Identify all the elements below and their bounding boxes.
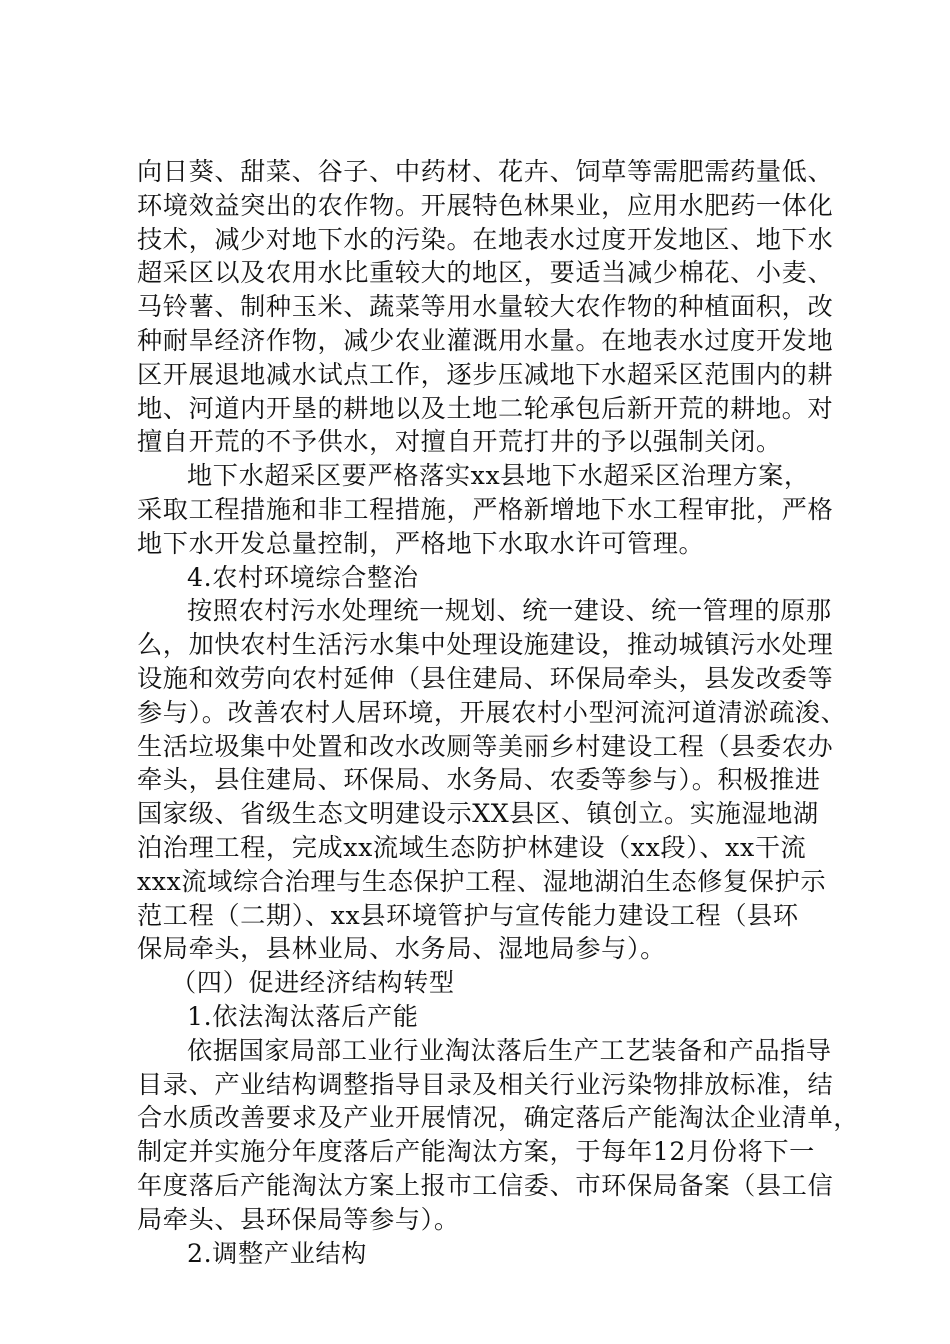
text-line: 地下水开发总量控制，严格地下水取水许可管理。 [137,528,705,558]
text-line: 采取工程措施和非工程措施，严格新增地下水工程审批，严格 [137,494,834,524]
text-line: 合水质改善要求及产业开展情况，确定落后产能淘汰企业清单， [137,1103,860,1133]
text-line: 范工程（二期）、xx县环境管护与宣传能力建设工程（县环 [137,900,799,930]
paragraph-start-line: 按照农村污水处理统一规划、统一建设、统一管理的原那 [187,596,832,626]
text-line: 局牵头、县环保局等参与）。 [137,1204,460,1234]
text-line: 设施和效劳向农村延伸（县住建局、环保局牵头，县发改委等 [137,663,834,693]
text-line: 泊治理工程，完成xx流域生态防护林建设（xx段）、xx干流 [137,832,807,862]
text-line: 马铃薯、制种玉米、蔬菜等用水量较大农作物的种植面积，改 [137,292,834,322]
text-line: 生活垃圾集中处置和改水改厕等美丽乡村建设工程（县委农办 [137,731,834,761]
section-heading: （四）促进经济结构转型 [171,968,455,998]
text-line: 地、河道内开垦的耕地以及土地二轮承包后新开荒的耕地。对 [137,393,834,423]
paragraph-start-line: 依据国家局部工业行业淘汰落后生产工艺装备和产品指导 [187,1035,832,1065]
text-line: 向日葵、甜菜、谷子、中药材、花卉、饲草等需肥需药量低、 [137,157,834,186]
text-line: 国家级、省级生态文明建设示XX县区、镇创立。实施湿地湖 [137,799,819,829]
text-line: 环境效益突出的农作物。开展特色林果业，应用水肥药一体化 [137,190,834,220]
text-line: 种耐旱经济作物，减少农业灌溉用水量。在地表水过度开发地 [137,325,834,355]
text-line: 牵头，县住建局、环保局、水务局、农委等参与）。积极推进 [137,765,821,795]
text-line: xxx流域综合治理与生态保护工程、湿地湖泊生态修复保护示 [137,866,827,896]
text-line: 擅自开荒的不予供水，对擅自开荒打井的予以强制关闭。 [137,427,782,457]
text-line: 超采区以及农用水比重较大的地区，要适当减少棉花、小麦、 [137,258,834,288]
text-line: 目录、产业结构调整指导目录及相关行业污染物排放标准，结 [137,1069,834,1099]
text-line: 制定并实施分年度落后产能淘汰方案，于每年12月份将下一 [137,1137,815,1167]
text-line: 年度落后产能淘汰方案上报市工信委、市环保局备案（县工信 [137,1170,834,1200]
document-body [137,155,860,1270]
text-line: 技术，减少对地下水的污染。在地表水过度开发地区、地下水 [137,224,834,254]
text-line: 保局牵头，县林业局、水务局、湿地局参与）。 [137,934,666,964]
text-line: 么，加快农村生活污水集中处理设施建设，推动城镇污水处理 [137,630,834,660]
section-heading: 1.依法淘汰落后产能 [187,1001,419,1031]
section-heading: 4.农村环境综合整治 [187,562,419,592]
text-line: 参与）。改善农村人居环境，开展农村小型河流河道清淤疏浚、 [137,697,847,727]
paragraph-start-line: 地下水超采区要严格落实xx县地下水超采区治理方案， [187,461,810,491]
text-line: 区开展退地减水试点工作，逐步压减地下水超采区范围内的耕 [137,359,834,389]
section-heading: 2.调整产业结构 [187,1238,367,1268]
